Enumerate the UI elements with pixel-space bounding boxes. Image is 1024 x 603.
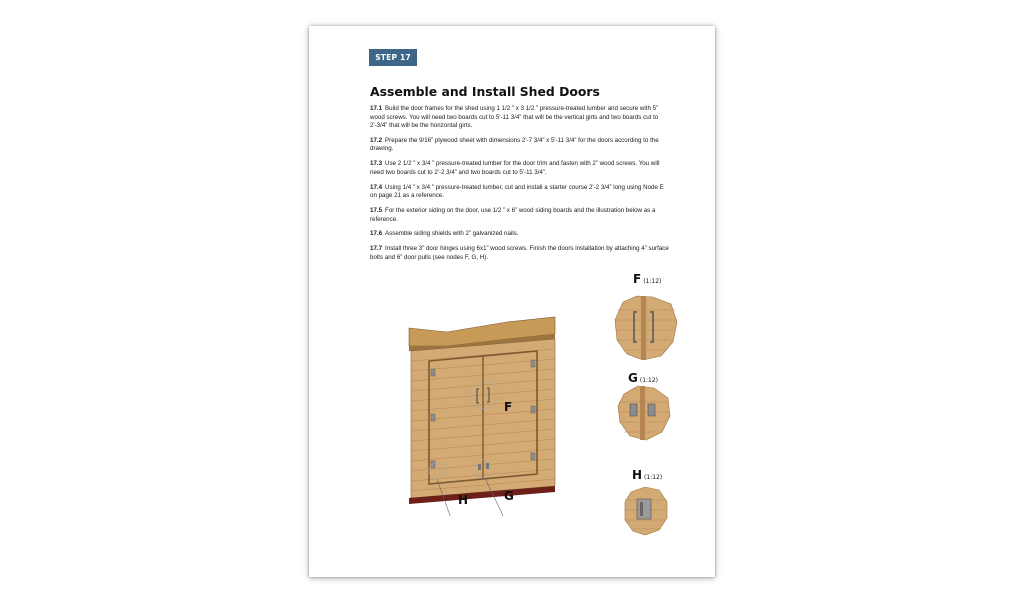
step-number: 17.4 <box>370 183 383 191</box>
step-text: Using 1/4 ” x 3/4 ” pressure-treated lumber, cut and install a starter course 2'-2 3/4” long using Node E on page 21 as a reference. <box>370 183 664 200</box>
step-text: For the exterior siding on the door, use 1/2 ” x 6” wood siding boards and the illustration below as a reference. <box>370 207 656 223</box>
node-g-letter: G <box>628 371 638 385</box>
step-paragraph <box>370 245 670 262</box>
node-f-scale: (1:12) <box>643 278 662 285</box>
step-number: 17.1 <box>370 105 383 112</box>
step-text: Prepare the 9/16” plywood sheet with dimensions 2'-7 3/4” x 5'-11 3/4” for the doors according to the drawing. <box>370 136 659 153</box>
document-page <box>309 26 715 577</box>
step-badge: STEP 17 <box>369 49 417 66</box>
step-text: Assemble siding shields with 2” galvanized nails. <box>385 230 519 238</box>
step-paragraph <box>370 230 670 239</box>
node-g-detail <box>616 384 672 442</box>
step-number: 17.7 <box>370 245 383 253</box>
callout-h-label: H <box>458 493 469 507</box>
node-g-scale: (1:12) <box>639 377 659 384</box>
step-number: 17.6 <box>370 230 383 238</box>
step-paragraph <box>370 207 670 224</box>
step-text: Build the door frames for the shed using 1 1/2 ” x 3 1/2 ” pressure-treated lumber and secure with 5” wood screws. You will need two boards cut to 5'-11 3/4” that will be the vertical girts and two boards cut to 2'-3/4” that will be the horizontal girts. <box>370 105 659 129</box>
shed-door-illustration <box>407 306 557 516</box>
page-title: Assemble and Install Shed Doors <box>370 84 600 99</box>
callout-g-label: G <box>504 489 514 503</box>
node-f-detail <box>613 294 679 362</box>
instruction-steps <box>370 105 670 269</box>
step-paragraph <box>370 105 670 131</box>
node-f-letter: F <box>633 272 642 286</box>
step-paragraph <box>370 137 670 154</box>
callout-f-label: F <box>504 400 513 414</box>
step-text: Install three 3” door hinges using 6x1” wood screws. Finish the doors installation by attaching 4” surface bolts and 6” door pulls (see nodes F, G, H). <box>370 245 669 261</box>
step-text: Use 2 1/2 ” x 3/4 ” pressure-treated lumber for the door trim and fasten with 2” wood screws. You will need two boards cut to 2'-2 3/4” and two boards cut to 5'-11 3/4”. <box>370 160 660 176</box>
step-number: 17.5 <box>370 207 383 215</box>
step-paragraph <box>370 160 670 177</box>
node-h-letter: H <box>632 468 643 482</box>
node-h-scale: (1:12) <box>644 474 663 481</box>
node-h-detail <box>623 486 669 536</box>
node-f-title <box>633 268 661 287</box>
step-number: 17.3 <box>370 160 383 168</box>
node-h-title <box>632 464 662 483</box>
step-number: 17.2 <box>370 136 383 144</box>
step-paragraph <box>370 184 670 201</box>
